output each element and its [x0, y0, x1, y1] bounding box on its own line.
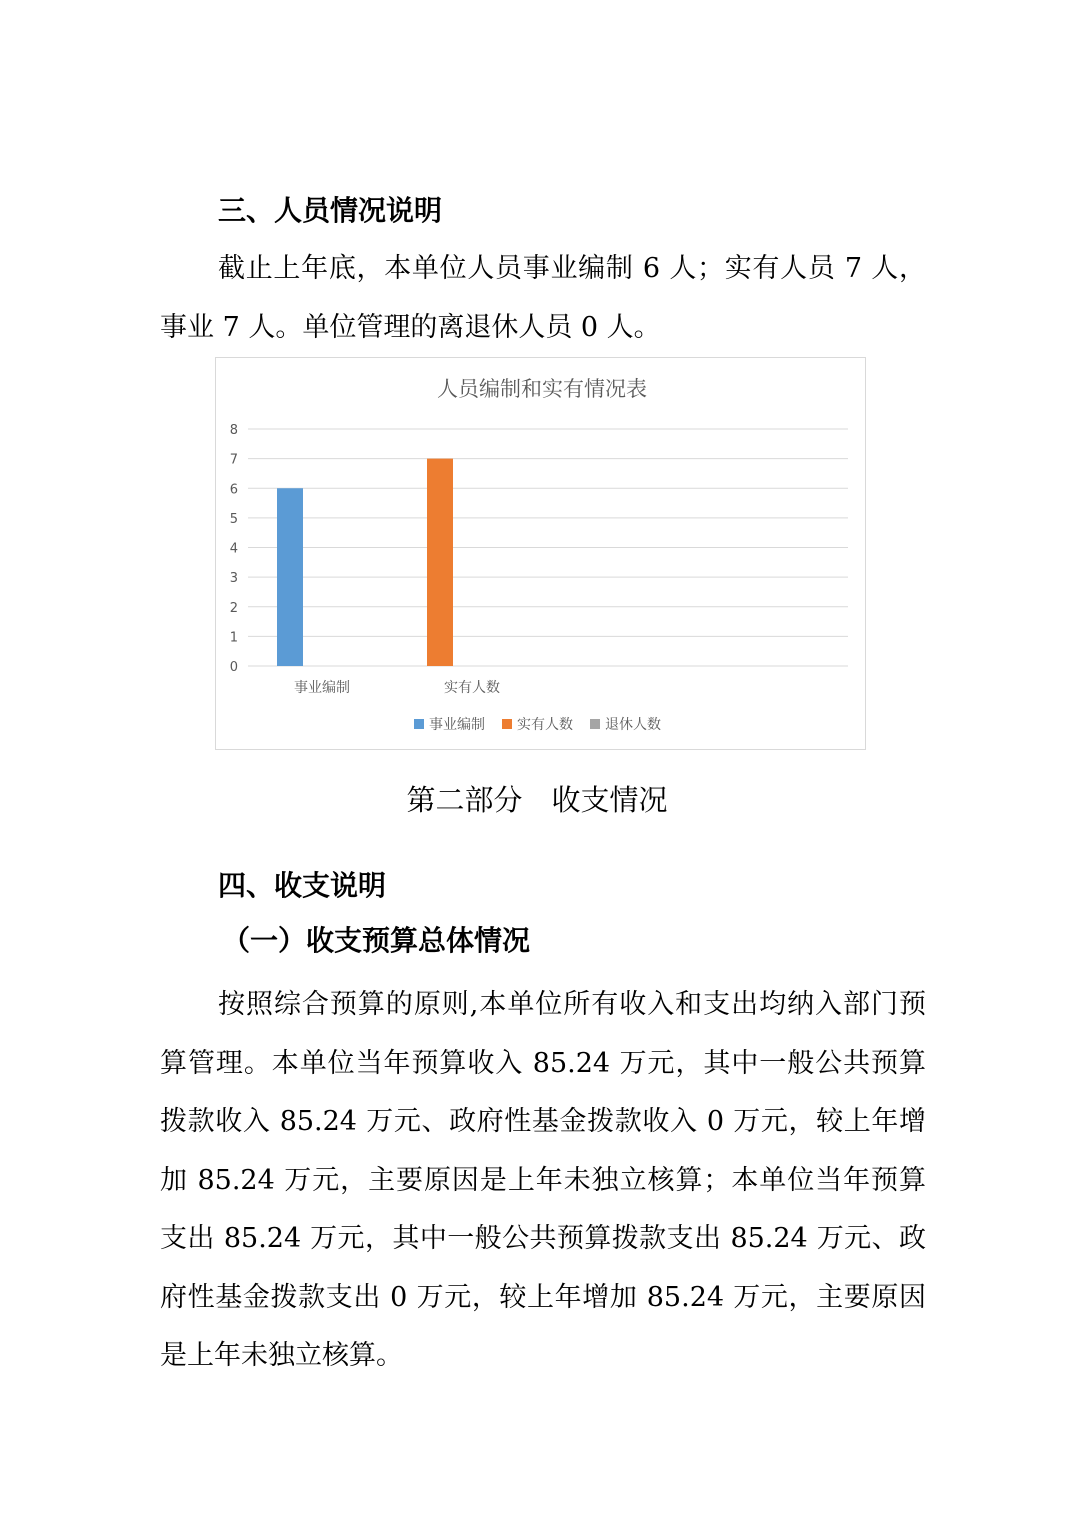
budget-paragraph: 按照综合预算的原则,本单位所有收入和支出均纳入部门预算管理。本单位当年预算收入 85.24 万元，其中一般公共预算拨款收入 85.24 万元、政府性基金拨款收入 0 万元，较上年增加 85.24 万元，主要原因是上年未独立核算；本单位当年预算支出 85.24 万元，其中一般公共预算拨款支出 85.24 万元、政府性基金拨款支出 0 万元，较上年增加 85.24 万元，主要原因是上年未独立核算。 [160, 989, 926, 1371]
section-heading-revenue: 四、收支说明 [218, 869, 387, 902]
subsection-heading-budget: （一）收支预算总体情况 [222, 924, 531, 957]
chart-svg [216, 358, 867, 751]
legend-label-2: 实有人数 [517, 717, 573, 733]
legend-label-3: 退休人数 [605, 717, 661, 733]
section-heading-personnel: 三、人员情况说明 [218, 194, 443, 227]
y-tick-label-3: 3 [229, 571, 238, 587]
y-tick-label-1: 1 [229, 630, 238, 646]
personnel-chart [215, 357, 866, 750]
y-tick-label-5: 5 [229, 511, 238, 527]
x-category-label-1: 事业编制 [294, 680, 350, 696]
chart-x-labels [294, 679, 500, 696]
part-two-title: 第二部分 收支情况 [406, 783, 668, 817]
y-tick-label-0: 0 [229, 660, 238, 675]
chart-bars [277, 459, 453, 666]
chart-title: 人员编制和实有情况表 [437, 377, 647, 401]
y-tick-label-6: 6 [229, 482, 238, 498]
chart-gridlines [248, 429, 848, 666]
y-tick-label-2: 2 [229, 600, 238, 616]
y-tick-label-4: 4 [229, 541, 238, 557]
legend-label-1: 事业编制 [429, 717, 485, 733]
legend-swatch-3 [590, 719, 600, 729]
chart-y-ticks [230, 423, 238, 675]
bar-1 [277, 488, 303, 666]
legend-swatch-1 [414, 719, 424, 729]
personnel-paragraph: 截止上年底，本单位人员事业编制 6 人；实有人员 7 人，事业 7 人。单位管理的离退休人员 0 人。 [160, 253, 926, 343]
bar-2 [427, 459, 453, 666]
x-category-label-2: 实有人数 [444, 680, 500, 696]
y-tick-label-7: 7 [229, 452, 238, 468]
y-tick-label-8: 8 [229, 423, 238, 438]
chart-legend [414, 716, 661, 733]
legend-swatch-2 [502, 719, 512, 729]
